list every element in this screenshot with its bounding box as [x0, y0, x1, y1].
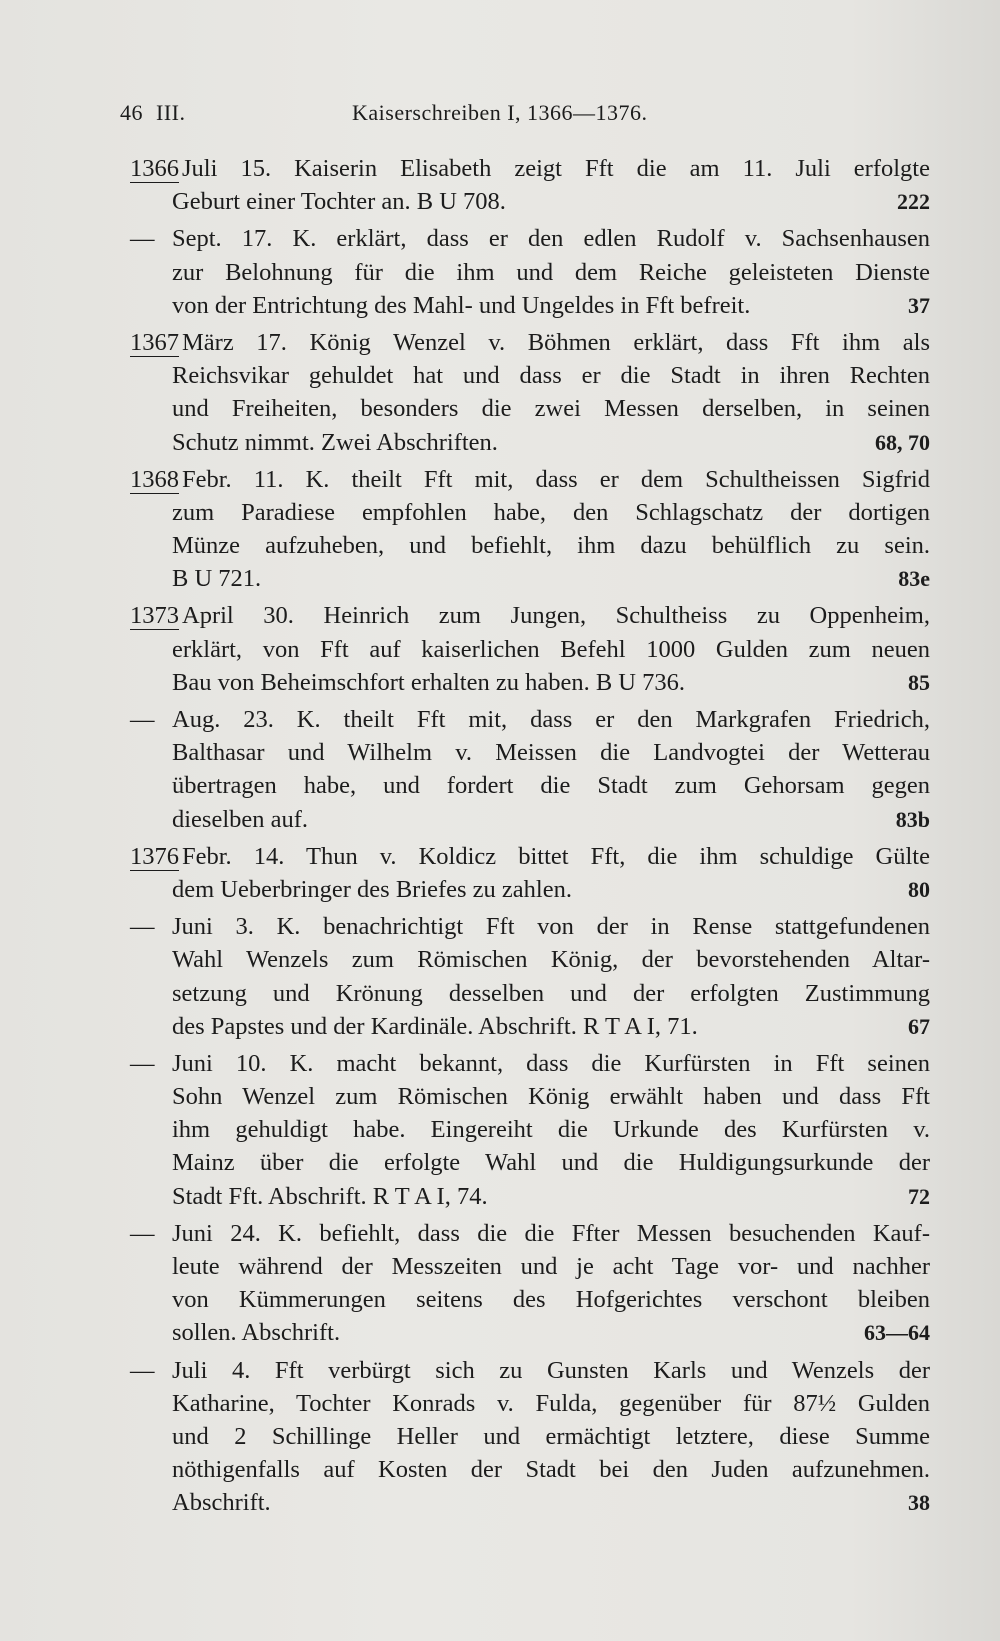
entry-text: Münze aufzuheben, und befiehlt, ihm dazu behülflich zu sein. [172, 532, 930, 560]
entry-line [130, 1354, 930, 1387]
entry-line [130, 633, 930, 666]
entry-lead-text: 1367 [130, 328, 179, 356]
register-entry [130, 1217, 930, 1350]
entry-reference: 83e [898, 566, 930, 592]
entry-line [130, 703, 930, 736]
entry-line [130, 666, 930, 699]
entry-text: übertragen habe, und fordert die Stadt zum Gehorsam gegen [172, 772, 930, 800]
entry-line [130, 1420, 930, 1453]
entry-text: Mainz über die erfolgte Wahl und die Huldigungsurkunde der [172, 1149, 930, 1177]
entry-lead-text: — [130, 225, 155, 253]
entry-text: Sohn Wenzel zum Römischen König erwählt haben und dass Fft [172, 1083, 930, 1111]
register-entry [130, 703, 930, 836]
entry-text: April 30. Heinrich zum Jungen, Schultheiss zu Oppenheim, [182, 602, 930, 630]
entry-text: von der Entrichtung des Mahl- und Ungeldes in Fft befreit. [172, 291, 751, 319]
entry-text: setzung und Krönung desselben und der erfolgten Zustimmung [172, 979, 930, 1007]
entry-line [130, 392, 930, 425]
entry-text: sollen. Abschrift. [172, 1319, 341, 1347]
entry-text: Abschrift. [172, 1489, 271, 1517]
entry-text: Stadt Fft. Abschrift. R T A I, 74. [172, 1182, 488, 1210]
entry-reference: 72 [908, 1183, 930, 1209]
ditto-dash [130, 222, 155, 255]
entry-line [130, 562, 930, 595]
entry-text: Juli 15. Kaiserin Elisabeth zeigt Fft die am 11. Juli erfolgte [182, 155, 930, 182]
entry-line [130, 769, 930, 802]
entry-line [130, 426, 930, 459]
entry-line [130, 943, 930, 976]
entry-line [130, 803, 930, 836]
register-entry [130, 599, 930, 699]
entry-reference: 68, 70 [875, 429, 930, 455]
entry-line [130, 529, 930, 562]
entry-reference: 85 [908, 669, 930, 695]
ditto-dash [130, 703, 155, 736]
entry-line [130, 1486, 930, 1519]
entry-line [130, 1316, 930, 1349]
entry-line [130, 1453, 930, 1486]
entry-lead-text: 1368 [130, 465, 179, 493]
entry-lead-text: 1376 [130, 842, 179, 870]
register-entry [130, 1047, 930, 1213]
entry-line [130, 840, 930, 873]
entry-line [130, 873, 930, 906]
entry-reference: 83b [895, 806, 930, 832]
entry-text: März 17. König Wenzel v. Böhmen erklärt, dass Fft ihm als [182, 328, 930, 356]
entry-line [130, 359, 930, 392]
register-entry [130, 463, 930, 596]
entry-text: zur Belohnung für die ihm und dem Reiche geleisteten Dienste [172, 258, 930, 286]
entry-line [130, 222, 930, 255]
entry-line [130, 289, 930, 322]
entry-reference: 222 [897, 189, 930, 215]
entry-text: Reichsvikar gehuldet hat und dass er die Stadt in ihren Rechten [172, 362, 930, 390]
entry-line [130, 977, 930, 1010]
entry-text: ihm gehuldigt habe. Eingereiht die Urkunde des Kurfürsten v. [172, 1116, 930, 1144]
entry-reference: 37 [908, 292, 930, 318]
register-entry [130, 222, 930, 322]
entry-text: Febr. 11. K. theilt Fft mit, dass er dem Schultheissen Sigfrid [182, 465, 930, 493]
entry-text: dieselben auf. [172, 805, 309, 833]
entry-line [130, 1283, 930, 1316]
entry-line [130, 496, 930, 529]
entry-lead-text: — [130, 1219, 155, 1247]
entry-text: Bau von Beheimschfort erhalten zu haben. B U 736. [172, 668, 686, 696]
entry-reference: 63—64 [864, 1320, 930, 1346]
entry-text: Geburt einer Tochter an. B U 708. [172, 188, 506, 216]
register-entry [130, 910, 930, 1043]
entry-line [130, 1180, 930, 1213]
entry-reference: 67 [908, 1013, 930, 1039]
page-header [120, 100, 700, 134]
ditto-dash [130, 1217, 155, 1250]
entry-text: Wahl Wenzels zum Römischen König, der bevorstehenden Altar- [172, 946, 930, 974]
entry-line [130, 599, 930, 632]
entry-year [130, 599, 179, 632]
entry-line [130, 256, 930, 289]
entry-line [130, 1010, 930, 1043]
register-entries [130, 152, 930, 1524]
ditto-dash [130, 1047, 155, 1080]
entry-text: nöthigenfalls auf Kosten der Stadt bei den Juden aufzunehmen. [172, 1456, 930, 1484]
entry-text: Juni 10. K. macht bekannt, dass die Kurfürsten in Fft seinen [172, 1049, 930, 1077]
entry-text: des Papstes und der Kardinäle. Abschrift. R T A I, 71. [172, 1012, 698, 1040]
register-entry [130, 1354, 930, 1520]
entry-lead-text: 1373 [130, 602, 179, 630]
entry-text: erklärt, von Fft auf kaiserlichen Befehl 1000 Gulden zum neuen [172, 635, 930, 663]
entry-line [130, 1113, 930, 1146]
entry-text: und 2 Schillinge Heller und ermächtigt letztere, diese Summe [172, 1422, 930, 1450]
entry-line [130, 326, 930, 359]
page-number: 46 [120, 100, 143, 125]
entry-text: Juni 3. K. benachrichtigt Fft von der in Rense stattgefundenen [172, 913, 930, 941]
entry-year [130, 840, 179, 873]
register-entry [130, 326, 930, 459]
entry-text: Katharine, Tochter Konrads v. Fulda, gegenüber für 87½ Gulden [172, 1389, 930, 1417]
entry-text: Balthasar und Wilhelm v. Meissen die Landvogtei der Wetterau [172, 739, 930, 767]
entry-lead-text: — [130, 1356, 155, 1384]
register-entry [130, 152, 930, 218]
entry-text: Juli 4. Fft verbürgt sich zu Gunsten Karls und Wenzels der [172, 1356, 930, 1384]
entry-line [130, 1080, 930, 1113]
section-number: III. [156, 100, 186, 125]
entry-text: zum Paradiese empfohlen habe, den Schlagschatz der dortigen [172, 498, 930, 526]
entry-year [130, 326, 179, 359]
entry-line [130, 1047, 930, 1080]
entry-line [130, 152, 930, 185]
register-entry [130, 840, 930, 906]
entry-line [130, 463, 930, 496]
entry-text: von Kümmerungen seitens des Hofgerichtes verschont bleiben [172, 1286, 930, 1314]
entry-text: dem Ueberbringer des Briefes zu zahlen. [172, 875, 572, 903]
entry-reference: 80 [908, 876, 930, 902]
entry-lead-text: — [130, 913, 155, 941]
entry-lead-text: — [130, 706, 155, 733]
ditto-dash [130, 910, 155, 943]
entry-lead-text: — [130, 1049, 155, 1077]
entry-line [130, 736, 930, 769]
entry-line [130, 910, 930, 943]
entry-year [130, 463, 179, 496]
entry-text: Febr. 14. Thun v. Koldicz bittet Fft, die ihm schuldige Gülte [182, 842, 930, 870]
entry-line [130, 1146, 930, 1179]
ditto-dash [130, 1354, 155, 1387]
entry-line [130, 1387, 930, 1420]
entry-text: und Freiheiten, besonders die zwei Messen derselben, in seinen [172, 395, 930, 423]
entry-reference: 38 [908, 1490, 930, 1516]
running-title: Kaiserschreiben I, 1366—1376. [352, 100, 648, 125]
entry-text: leute während der Messzeiten und je acht Tage vor- und nachher [172, 1253, 930, 1280]
entry-text: B U 721. [172, 565, 262, 593]
entry-text: Sept. 17. K. erklärt, dass er den edlen Rudolf v. Sachsenhausen [172, 225, 930, 253]
entry-year [130, 152, 179, 185]
entry-line [130, 185, 930, 218]
entry-line [130, 1250, 930, 1283]
entry-text: Juni 24. K. befiehlt, dass die die Ffter Messen besuchenden Kauf- [172, 1219, 930, 1247]
entry-lead-text: 1366 [130, 155, 179, 182]
entry-text: Schutz nimmt. Zwei Abschriften. [172, 428, 498, 456]
entry-line [130, 1217, 930, 1250]
entry-text: Aug. 23. K. theilt Fft mit, dass er den Markgrafen Friedrich, [172, 706, 930, 733]
